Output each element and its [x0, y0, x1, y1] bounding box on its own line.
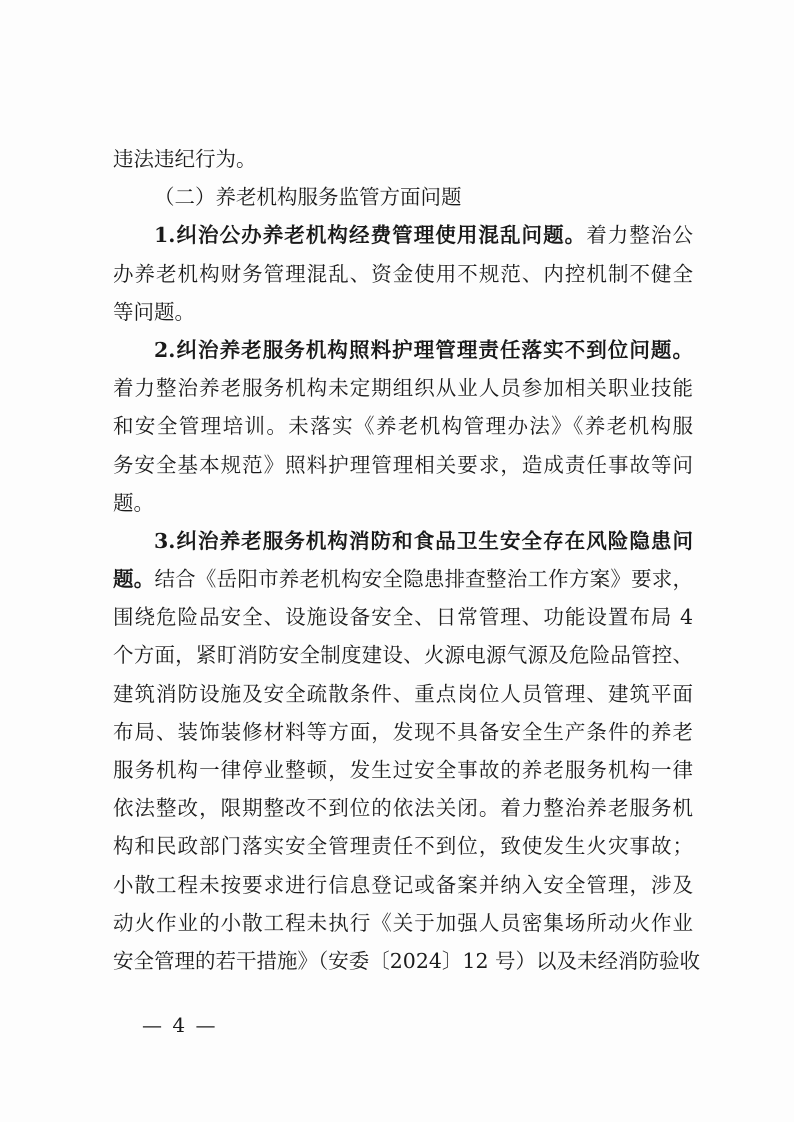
text-segment: 个方面，紧盯消防安全制度建设、火源电源气源及危险品管控、 — [113, 643, 693, 668]
text-segment: 等问题。 — [113, 299, 195, 324]
page-number: — 4 — — [142, 1013, 218, 1037]
text-segment: 着力整治养老服务机构未定期组织从业人员参加相关职业技能 — [113, 376, 693, 401]
text-line — [113, 904, 693, 942]
text-line — [113, 675, 693, 713]
text-segment: 务安全基本规范》照料护理管理相关要求，造成责任事故等问 — [113, 452, 693, 477]
bold-text-segment: 1.纠治公办养老机构经费管理使用混乱问题。 — [154, 223, 587, 248]
text-line — [113, 789, 693, 827]
text-segment: 围绕危险品安全、设施设备安全、日常管理、功能设置布局 4 — [113, 605, 693, 630]
text-line — [113, 827, 693, 865]
text-segment: 和安全管理培训。未落实《养老机构管理办法》《养老机构服 — [113, 414, 693, 439]
text-line — [113, 369, 693, 407]
text-line — [113, 407, 693, 445]
text-segment: 依法整改，限期整改不到位的依法关闭。着力整治养老服务机 — [113, 796, 693, 821]
text-segment: 结合《岳阳市养老机构安全隐患排查整治工作方案》要求， — [154, 567, 694, 592]
text-segment: 动火作业的小散工程未执行《关于加强人员密集场所动火作业 — [113, 910, 693, 935]
text-segment: 建筑消防设施及安全疏散条件、重点岗位人员管理、建筑平面 — [113, 681, 693, 706]
text-segment: 题。 — [113, 490, 154, 515]
text-segment: 构和民政部门落实安全管理责任不到位，致使发生火灾事故； — [113, 834, 693, 859]
text-line — [113, 216, 693, 254]
text-line — [113, 140, 693, 178]
body-text — [113, 140, 701, 980]
text-segment: 安全管理的若干措施》（安委〔2024〕12 号）以及未经消防验收 — [113, 948, 701, 973]
text-line — [113, 713, 693, 751]
text-line — [113, 942, 701, 980]
text-segment: 违法违纪行为。 — [113, 147, 257, 171]
text-segment: （二）养老机构服务监管方面问题 — [154, 185, 462, 210]
bold-text-segment: 题。 — [113, 567, 155, 592]
text-line — [113, 255, 693, 293]
text-line — [113, 636, 693, 674]
text-segment: 着力整治公 — [586, 223, 693, 248]
text-line — [113, 446, 693, 484]
text-segment: 布局、装饰装修材料等方面，发现不具备安全生产条件的养老 — [113, 719, 693, 744]
text-line — [113, 560, 693, 598]
text-line — [113, 751, 693, 789]
text-segment: 小散工程未按要求进行信息登记或备案并纳入安全管理，涉及 — [113, 872, 693, 897]
bold-text-segment: 3.纠治养老服务机构消防和食品卫生安全存在风险隐患问 — [154, 528, 693, 553]
text-line — [113, 866, 693, 904]
text-segment: 办养老机构财务管理混乱、资金使用不规范、内控机制不健全 — [113, 261, 693, 286]
text-line — [113, 293, 693, 331]
text-line — [113, 598, 693, 636]
text-segment: 服务机构一律停业整顿，发生过安全事故的养老服务机构一律 — [113, 758, 693, 782]
bold-text-segment: 2.纠治养老服务机构照料护理管理责任落实不到位问题。 — [154, 337, 693, 362]
text-line — [113, 484, 693, 522]
text-line — [113, 178, 693, 216]
text-line — [113, 522, 693, 560]
text-line — [113, 331, 693, 369]
